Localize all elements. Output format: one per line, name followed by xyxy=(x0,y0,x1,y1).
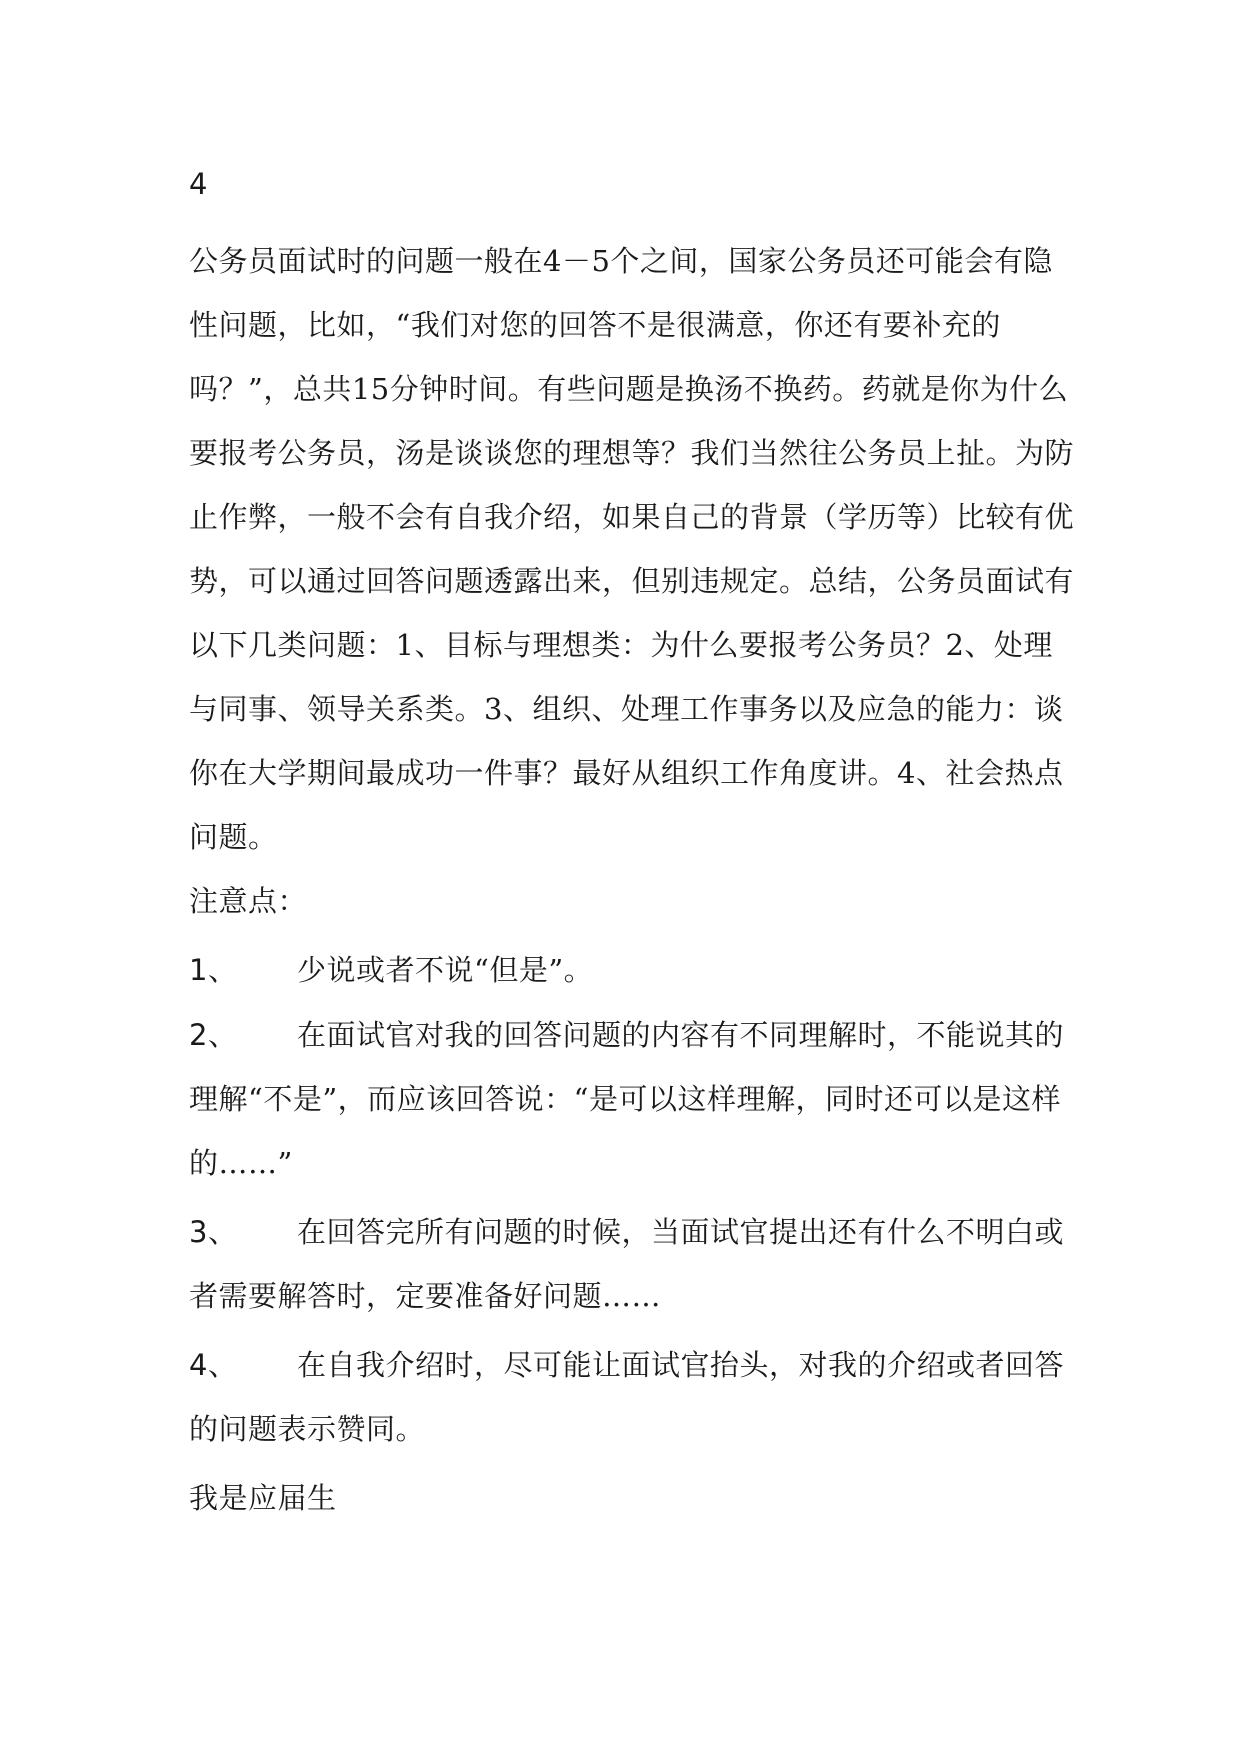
paragraph-line: 以下几类问题：1、目标与理想类：为什么要报考公务员？2、处理 xyxy=(189,628,1053,662)
paragraph-line: 要报考公务员，汤是谈谈您的理想等？我们当然往公务员上扯。为防 xyxy=(189,436,1075,470)
note-continuation: 的问题表示赞同。 xyxy=(189,1412,426,1446)
note-text: 在面试官对我的回答问题的内容有不同理解时，不能说其的 xyxy=(297,1018,1065,1052)
paragraph-line: 势，可以通过回答问题透露出来，但别违规定。总结，公务员面试有 xyxy=(189,564,1075,598)
note-number: 2、 xyxy=(189,1018,238,1052)
note-text: 在自我介绍时，尽可能让面试官抬头，对我的介绍或者回答 xyxy=(297,1348,1065,1382)
paragraph-line: 吗？”，总共15分钟时间。有些问题是换汤不换药。药就是你为什么 xyxy=(189,372,1069,406)
note-text: 在回答完所有问题的时候，当面试官提出还有什么不明白或 xyxy=(297,1215,1065,1249)
note-number: 4、 xyxy=(189,1348,238,1382)
notes-heading: 注意点： xyxy=(189,884,308,918)
closing-line: 我是应届生 xyxy=(189,1481,337,1515)
paragraph-line: 止作弊，一般不会有自我介绍，如果自己的背景（学历等）比较有优 xyxy=(189,500,1075,534)
paragraph-line: 你在大学期间最成功一件事？最好从组织工作角度讲。4、社会热点 xyxy=(189,756,1064,790)
note-continuation: 者需要解答时，定要准备好问题…… xyxy=(189,1279,662,1313)
note-continuation: 的……” xyxy=(189,1146,293,1180)
note-continuation: 理解“不是”，而应该回答说：“是可以这样理解，同时还可以是这样 xyxy=(189,1082,1061,1116)
paragraph-line: 问题。 xyxy=(189,820,278,854)
paragraph-line: 性问题，比如，“我们对您的回答不是很满意，你还有要补充的 xyxy=(189,308,1001,342)
note-text: 少说或者不说“但是”。 xyxy=(297,953,594,987)
note-number: 1、 xyxy=(189,953,238,987)
paragraph-line: 与同事、领导关系类。3、组织、处理工作事务以及应急的能力：谈 xyxy=(189,692,1064,726)
page-number: 4 xyxy=(189,167,208,201)
note-number: 3、 xyxy=(189,1215,238,1249)
paragraph-line: 公务员面试时的问题一般在4－5个之间，国家公务员还可能会有隐 xyxy=(189,244,1053,278)
